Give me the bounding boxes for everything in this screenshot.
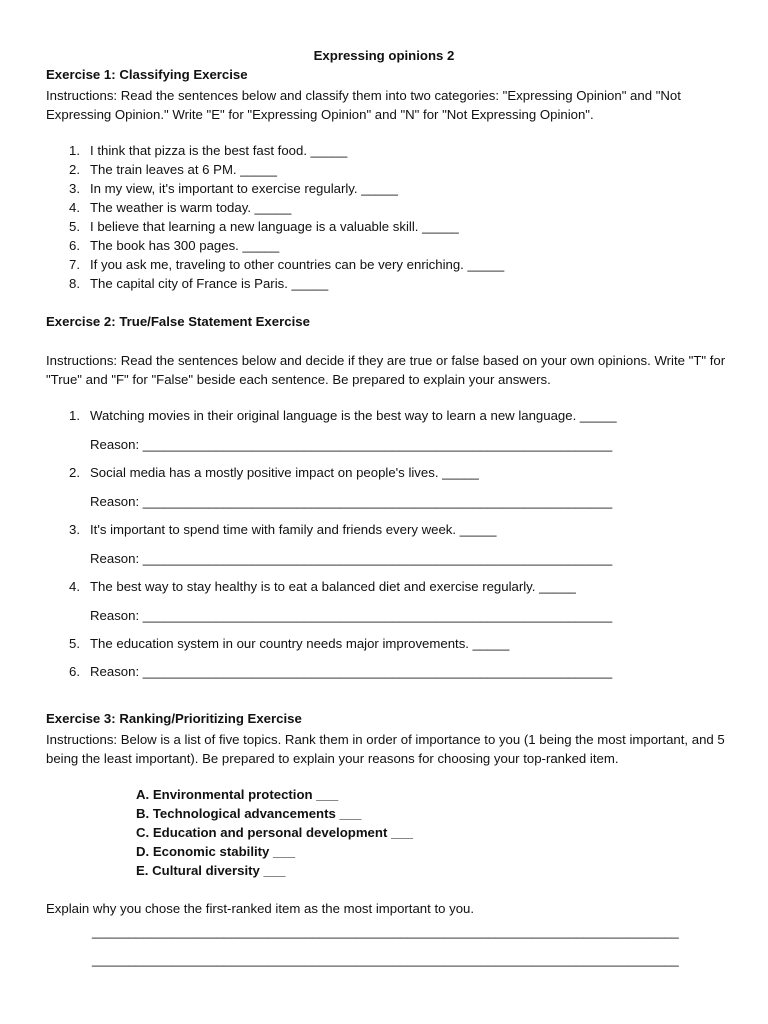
answer-line: ________________________________________________________________________________ <box>92 952 679 967</box>
ranking-option: A. Environmental protection ___ <box>136 787 339 802</box>
ex1-item-text: The weather is warm today. _____ <box>90 200 292 215</box>
exercise-2-instructions: Instructions: Read the sentences below and decide if they are true or false based on your own opinions. Write "T" for "True" and "F" for "False" beside each sentence. Be prepared to explain your answers. <box>46 353 726 387</box>
ex2-item-text: The education system in our country needs major improvements. _____ <box>90 636 510 651</box>
explain-prompt: Explain why you chose the first-ranked item as the most important to you. <box>46 901 475 916</box>
exercise-3-instructions: Instructions: Below is a list of five topics. Rank them in order of importance to you (1 being the most important, and 5 being the least important). Be prepared to explain your reasons for choosing your top-ranked item. <box>46 732 725 766</box>
exercise-3-heading: Exercise 3: Ranking/Prioritizing Exercise <box>46 711 302 726</box>
ranking-option: B. Technological advancements ___ <box>136 806 362 821</box>
ex1-item-text: The capital city of France is Paris. _____ <box>90 276 329 291</box>
page-title: Expressing opinions 2 <box>313 48 455 63</box>
ex1-item-text: The train leaves at 6 PM. _____ <box>90 162 277 177</box>
ex2-item-text: Watching movies in their original language is the best way to learn a new language. _____ <box>90 408 617 423</box>
ex1-item-number: 3. <box>69 181 80 196</box>
ex2-item-number: 5. <box>69 636 80 651</box>
ex1-item-number: 6. <box>69 238 80 253</box>
ex2-reason-line: Reason: ________________________________________________________________ <box>90 551 613 566</box>
ex1-item-text: If you ask me, traveling to other countries can be very enriching. _____ <box>90 257 505 272</box>
ex2-item-number: 6. <box>69 664 80 679</box>
ex2-reason-line: Reason: ________________________________________________________________ <box>90 437 613 452</box>
ex2-item-number: 1. <box>69 408 80 423</box>
ex1-item-number: 1. <box>69 143 80 158</box>
ex1-item-number: 4. <box>69 200 80 215</box>
ranking-option: E. Cultural diversity ___ <box>136 863 286 878</box>
ex2-reason-line: Reason: ________________________________________________________________ <box>90 494 613 509</box>
ex2-item-text: The best way to stay healthy is to eat a balanced diet and exercise regularly. _____ <box>90 579 576 594</box>
ex1-item-number: 7. <box>69 257 80 272</box>
ex2-reason-line: Reason: ________________________________________________________________ <box>90 608 613 623</box>
ex1-item-text: The book has 300 pages. _____ <box>90 238 280 253</box>
ex1-item-text: I think that pizza is the best fast food. _____ <box>90 143 348 158</box>
ex2-item-number: 2. <box>69 465 80 480</box>
exercise-1-heading: Exercise 1: Classifying Exercise <box>46 67 248 82</box>
exercise-2-heading: Exercise 2: True/False Statement Exercise <box>46 314 310 329</box>
ex1-item-text: In my view, it's important to exercise regularly. _____ <box>90 181 398 196</box>
ex2-item-text: Social media has a mostly positive impact on people's lives. _____ <box>90 465 479 480</box>
ex2-item-number: 3. <box>69 522 80 537</box>
ranking-option: C. Education and personal development ___ <box>136 825 414 840</box>
ranking-option: D. Economic stability ___ <box>136 844 296 859</box>
ex2-item-text: It's important to spend time with family and friends every week. _____ <box>90 522 497 537</box>
ex2-item-text: Reason: ________________________________________________________________ <box>90 664 613 679</box>
ex1-item-text: I believe that learning a new language is a valuable skill. _____ <box>90 219 459 234</box>
ex1-item-number: 2. <box>69 162 80 177</box>
ex2-item-number: 4. <box>69 579 80 594</box>
exercise-1-instructions: Instructions: Read the sentences below and classify them into two categories: "Expressing Opinion" and "Not Expressing Opinion." Write "E" for "Expressing Opinion" and "N" for "Not Expressing Opinion". <box>46 88 681 122</box>
ex1-item-number: 5. <box>69 219 80 234</box>
answer-line: ________________________________________________________________________________ <box>92 924 679 939</box>
ex1-item-number: 8. <box>69 276 80 291</box>
